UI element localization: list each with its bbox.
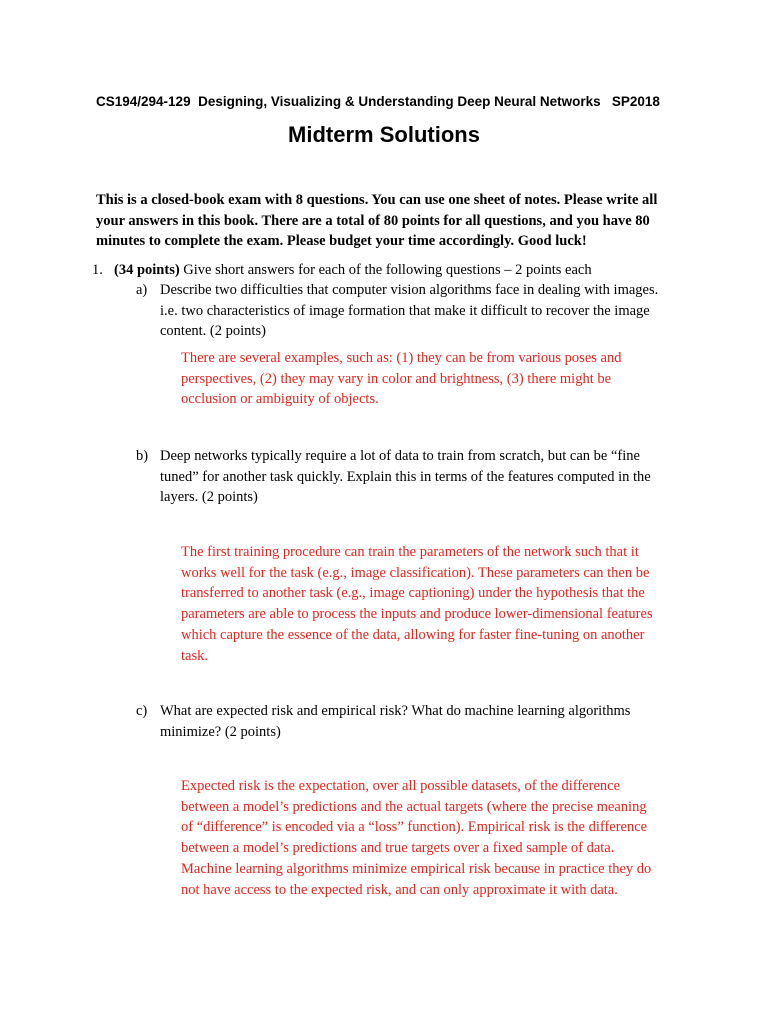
question-line: tuned” for another task quickly. Explain this in terms of the features computed in the [160, 468, 651, 485]
course-header: CS194/294-129 Designing, Visualizing & Understanding Deep Neural Networks SP2018 [96, 94, 660, 109]
answer-1b [181, 542, 677, 666]
answer-line: Machine learning algorithms minimize empirical risk because in practice they do [181, 860, 652, 877]
question-line: Deep networks typically require a lot of data to train from scratch, but can be “fine [160, 448, 640, 464]
question-line: content. (2 points) [160, 323, 266, 340]
question-number: 1. [92, 262, 103, 278]
answer-line: not have access to the expected risk, and can only approximate it with data. [181, 881, 618, 898]
instructions-line: minutes to complete the exam. Please budget your time accordingly. Good luck! [96, 233, 587, 249]
answer-line: parameters are able to process the inputs and produce lower-dimensional features [181, 606, 653, 623]
question-1c [136, 701, 681, 742]
question-prompt: Give short answers for each of the following questions – 2 points each [179, 262, 592, 278]
exam-instructions [96, 190, 688, 252]
question-line: i.e. two characteristics of image formation that make it difficult to recover the image [160, 302, 650, 319]
answer-1a [181, 348, 677, 410]
question-1b [136, 446, 681, 508]
part-letter: b) [136, 448, 149, 464]
answer-line: Expected risk is the expectation, over all possible datasets, of the difference [181, 778, 621, 794]
answer-line: between a model’s predictions and the actual targets (where the precise meaning [181, 798, 647, 815]
part-letter: a) [136, 282, 148, 298]
answer-line: which capture the essence of the data, allowing for faster fine-tuning on another [181, 626, 645, 643]
part-letter: c) [136, 703, 148, 719]
answer-line: works well for the task (e.g., image classification). These parameters can then be [181, 564, 650, 581]
answer-line: transferred to another task (e.g., image captioning) under the hypothesis that the [181, 585, 645, 602]
answer-line: occlusion or ambiguity of objects. [181, 391, 379, 408]
instructions-line: your answers in this book. There are a total of 80 points for all questions, and you have 80 [96, 212, 650, 229]
answer-line: The first training procedure can train the parameters of the network such that it [181, 544, 639, 560]
page-title: Midterm Solutions [288, 122, 480, 147]
question-text [160, 701, 681, 742]
question-text [160, 280, 681, 342]
answer-line: between a model’s predictions and true targets over a fixed sample of data. [181, 840, 615, 857]
answer-line: task. [181, 647, 208, 664]
question-1-heading [92, 262, 592, 279]
question-line: Describe two difficulties that computer vision algorithms face in dealing with images. [160, 282, 659, 298]
question-text [160, 446, 681, 508]
question-line: minimize? (2 points) [160, 723, 281, 740]
answer-line: There are several examples, such as: (1) they can be from various poses and [181, 350, 622, 366]
answer-line: of “difference” is encoded via a “loss” function). Empirical risk is the difference [181, 819, 648, 836]
question-line: layers. (2 points) [160, 489, 258, 506]
answer-line: perspectives, (2) they may vary in color and brightness, (3) there might be [181, 370, 612, 387]
question-1a [136, 280, 681, 342]
answer-1c [181, 776, 651, 900]
question-line: What are expected risk and empirical risk? What do machine learning algorithms [160, 703, 631, 719]
question-points: (34 points) [114, 262, 180, 278]
instructions-line: This is a closed-book exam with 8 questions. You can use one sheet of notes. Please write all [96, 192, 658, 208]
